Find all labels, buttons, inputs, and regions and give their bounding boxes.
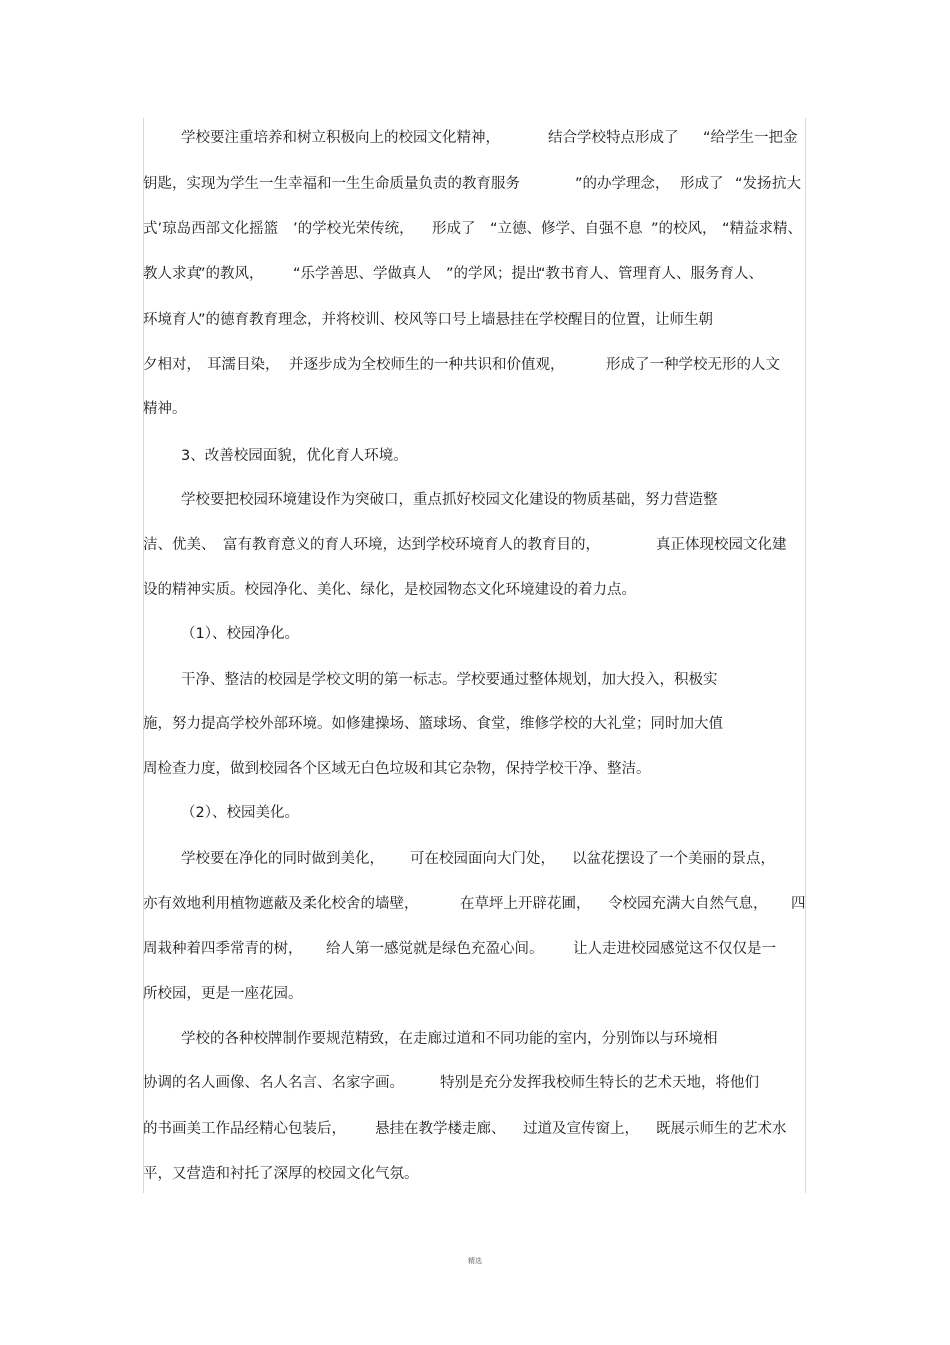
text-segment: “发扬 [735, 176, 772, 192]
text-segment: “精益求精、 [722, 221, 803, 237]
text-segment: “立德、修学、自强不息 [490, 221, 643, 237]
text-segment: 特别是充分发挥我校师生特长的艺术天地，将他们 [440, 1075, 759, 1091]
text-segment: 周栽种着四季常青的树， [143, 941, 303, 957]
text-segment: ”的德育教育理念，并将校训、校风等口号上墙悬挂在学校醒目的位置，让师生朝 [198, 312, 714, 328]
text-segment: ’的学校光荣传统， [293, 221, 414, 237]
text-segment: 真正体现校园文化建 [656, 537, 787, 553]
text-segment: 过道及宣传窗上， [523, 1121, 639, 1137]
text-segment: 协调的名人画像、名人名言、名家字画。 [143, 1075, 404, 1091]
text-segment: 结合学校特点形成了 [548, 130, 679, 146]
text-segment: ”的学风；提出 [446, 266, 541, 282]
text-segment: 钥匙，实现为学生一生幸福和一生生命质量负责的教育服务 [143, 176, 520, 192]
text-segment: 让人走进校园感觉这不仅仅是一 [573, 941, 776, 957]
text-segment: 干净、整洁的校园是学校文明的第一标志。学校要通过整体规划，加大投入，积极实 [181, 672, 718, 688]
text-segment: 学校要把校园环境建设作为突破口，重点抓好校园文化建设的物质基础，努力营造整 [181, 492, 718, 508]
text-segment: 亦有效地利用植物遮蔽及柔化校舍的墙壁， [143, 896, 419, 912]
text-segment: 令校园充满大自然气息， [608, 896, 768, 912]
text-segment: 的书画美工作品经精心包装后， [143, 1121, 346, 1137]
text-segment: “给学生一把金 [703, 130, 798, 146]
text-segment: 环境育人 [143, 312, 201, 328]
text-segment: 抗大 [772, 176, 801, 192]
text-segment: ”的办学理念， [575, 176, 670, 192]
text-segment: 学校要注重培养和树立积极向上的校园文化精神， [181, 130, 500, 146]
text-segment: “教书育人、管理育人、服务育人、 [538, 266, 764, 282]
text-segment: 精神。 [143, 401, 187, 417]
text-segment: 夕相对， [143, 357, 201, 373]
text-segment: 可在校园面向大门处， [410, 851, 555, 867]
text-segment: 形成了 [680, 176, 724, 192]
text-segment: 3、改善校园面貌，优化育人环境。 [181, 448, 408, 464]
text-segment: 富有教育意义的育人环境，达到学校环境育人的教育目的， [223, 537, 600, 553]
text-segment: 平，又营造和衬托了深厚的校园文化气氛。 [143, 1166, 419, 1182]
text-segment: 四 [791, 896, 806, 912]
text-segment: 设的精神实质。校园净化、美化、绿化，是校园物态文化环境建设的着力点。 [143, 582, 636, 598]
text-segment: ”的教风， [198, 266, 264, 282]
text-segment: “乐学善思、学做真人 [293, 266, 432, 282]
text-segment: 学校的各种校牌制作要规范精致，在走廊过道和不同功能的室内，分别饰以与环境相 [181, 1031, 718, 1047]
text-segment: ”的校风， [651, 221, 717, 237]
text-segment: 洁、优美、 [143, 537, 216, 553]
text-segment: 教人求真 [143, 266, 201, 282]
text-segment: （2）、校园美化。 [181, 805, 299, 821]
text-segment: 形成了 [432, 221, 476, 237]
text-segment: 所校园，更是一座花园。 [143, 986, 303, 1002]
page-frame-right [805, 118, 806, 1193]
text-segment: 在草坪上开辟花圃， [460, 896, 591, 912]
page-footer: 精选 [468, 1257, 482, 1265]
text-segment: 并逐步成为全校师生的一种共识和价值观， [289, 357, 565, 373]
text-segment: 学校要在净化的同时做到美化， [181, 851, 384, 867]
text-segment: 以盆花摆设了一个美丽的景点， [572, 851, 775, 867]
text-segment: （1）、校园净化。 [181, 626, 299, 642]
text-segment: 悬挂在教学楼走廊、 [375, 1121, 506, 1137]
text-segment: 耳濡目染， [207, 357, 280, 373]
text-segment: 给人第一感觉就是绿色充盈心间。 [326, 941, 544, 957]
text-segment: 式’琼岛西部文化摇篮 [143, 221, 279, 237]
text-segment: 形成了一种学校无形的人文 [606, 357, 780, 373]
text-segment: 周检查力度，做到校园各个区域无白色垃圾和其它杂物，保持学校干净、整洁。 [143, 761, 651, 777]
text-segment: 施，努力提高学校外部环境。如修建操场、篮球场、食堂，维修学校的大礼堂；同时加大值 [143, 716, 723, 732]
text-segment: 既展示师生的艺术水 [656, 1121, 787, 1137]
